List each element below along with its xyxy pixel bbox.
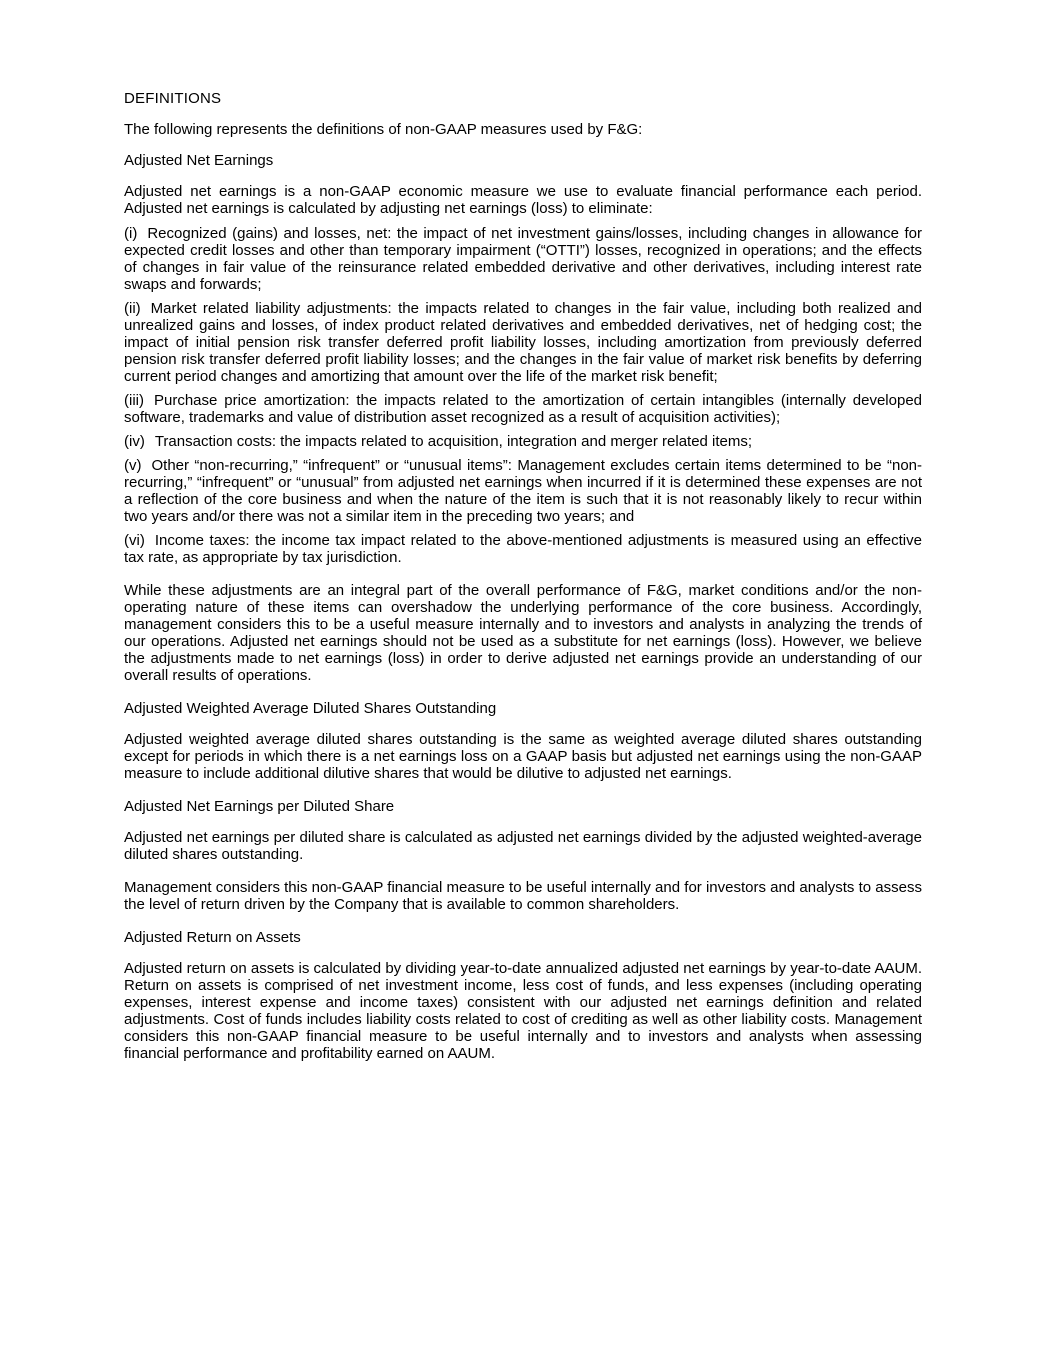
document-title: DEFINITIONS bbox=[124, 90, 222, 107]
list-item-text: Purchase price amortization: the impacts related to the amortization of certain intangibles (internally developed software, trademarks and value of distribution asset recognized as a result of acquisition activities); bbox=[124, 392, 922, 426]
paragraph-adjusted-net-earnings-definition: Adjusted net earnings is a non-GAAP economic measure we use to evaluate financial performance each period. Adjusted net earnings is calculated by adjusting net earnings (loss) to eliminate: bbox=[124, 183, 922, 217]
list-item bbox=[124, 433, 922, 450]
list-item-text: Transaction costs: the impacts related to acquisition, integration and merger related items; bbox=[154, 433, 753, 450]
list-item bbox=[124, 457, 922, 525]
paragraph-adjusted-weighted-shares: Adjusted weighted average diluted shares outstanding is the same as weighted average diluted shares outstanding except for periods in which there is a net earnings loss on a GAAP basis but adjusted net earnings using the non-GAAP measure to include additional dilutive shares that would be dilutive to adjusted net earnings. bbox=[124, 731, 922, 782]
list-item bbox=[124, 300, 922, 385]
list-item-text: Market related liability adjustments: the impacts related to changes in the fair value, including both realized and unrealized gains and losses, of index product related derivatives and embedded derivatives, net of hedging cost; the impact of initial pension risk transfer deferred profit liability losses, including amortization from previously deferred pension risk transfer deferred profit liability losses; and the changes in the fair value of market risk benefits by deferring current period changes and amortizing that amount over the life of the market risk benefit; bbox=[124, 300, 922, 385]
paragraph-adjusted-net-earnings-rationale: While these adjustments are an integral part of the overall performance of F&G, market conditions and/or the non-operating nature of these items can overshadow the underlying performance of the core business. Accordingly, management considers this to be a useful measure internally and to investors and analysts in analyzing the trends of our operations. Adjusted net earnings should not be used as a substitute for net earnings (loss). However, we believe the adjustments made to net earnings (loss) in order to derive adjusted net earnings provide an understanding of our overall results of operations. bbox=[124, 582, 922, 684]
list-item bbox=[124, 225, 922, 293]
list-item-text: Other “non-recurring,” “infrequent” or “unusual items”: Management excludes certain items determined to be “non-recurring,” “infrequent” or “unusual” from adjusted net earnings when incurred if it is determined these expenses are not a reflection of the core business and when the nature of the item is such that it is not reasonably likely to recur within two years and/or there was not a similar item in the preceding two years; and bbox=[124, 457, 922, 525]
list-item-text: Income taxes: the income tax impact related to the above-mentioned adjustments is measured using an effective tax rate, as appropriate by tax jurisdiction. bbox=[124, 532, 922, 566]
heading-adjusted-roa: Adjusted Return on Assets bbox=[124, 929, 301, 946]
document-page bbox=[124, 90, 922, 1070]
list-item-number: (v) bbox=[124, 457, 142, 474]
list-item-number: (i) bbox=[124, 225, 138, 242]
paragraph-adjusted-eps-usefulness: Management considers this non-GAAP financial measure to be useful internally and for investors and analysts to assess the level of return driven by the Company that is available to common shareholders. bbox=[124, 879, 922, 913]
heading-adjusted-weighted-shares: Adjusted Weighted Average Diluted Shares Outstanding bbox=[124, 700, 497, 717]
heading-adjusted-net-earnings: Adjusted Net Earnings bbox=[124, 152, 274, 169]
list-item-number: (ii) bbox=[124, 300, 141, 317]
list-item bbox=[124, 392, 922, 426]
list-item-number: (iii) bbox=[124, 392, 144, 409]
list-item-number: (iv) bbox=[124, 433, 145, 450]
list-item-number: (vi) bbox=[124, 532, 145, 549]
list-item-text: Recognized (gains) and losses, net: the impact of net investment gains/losses, including changes in allowance for expected credit losses and other than temporary impairment (“OTTI”) losses, recognized in operations; and the effects of changes in fair value of the reinsurance related embedded derivative and other derivatives, including interest rate swaps and forwards; bbox=[124, 225, 922, 293]
paragraph-adjusted-roa: Adjusted return on assets is calculated by dividing year-to-date annualized adjusted net earnings by year-to-date AAUM. Return on assets is comprised of net investment income, less cost of funds, and less expenses (including operating expenses, interest expense and income taxes) consistent with our adjusted net earnings definition and related adjustments. Cost of funds includes liability costs related to cost of crediting as well as other liability costs. Management considers this non-GAAP financial measure to be useful internally and to investors and analysts when assessing financial performance and profitability earned on AAUM. bbox=[124, 960, 922, 1062]
intro-text: The following represents the definitions of non-GAAP measures used by F&G: bbox=[124, 121, 643, 138]
heading-adjusted-eps: Adjusted Net Earnings per Diluted Share bbox=[124, 798, 395, 815]
list-item bbox=[124, 532, 922, 566]
paragraph-adjusted-eps-definition: Adjusted net earnings per diluted share is calculated as adjusted net earnings divided by the adjusted weighted-average diluted shares outstanding. bbox=[124, 829, 922, 863]
